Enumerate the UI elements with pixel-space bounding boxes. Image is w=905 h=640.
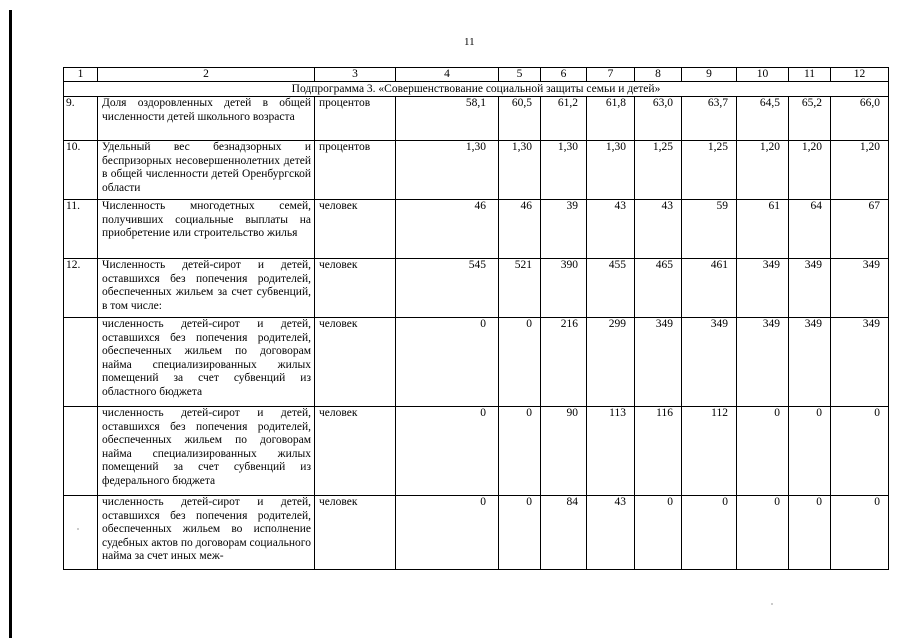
value-cell: 461: [682, 259, 737, 318]
value-cell: 58,1: [396, 97, 499, 141]
indicators-table: [63, 67, 889, 570]
column-number: 12: [831, 68, 889, 82]
value-cell: 349: [831, 259, 889, 318]
value-cell: 0: [396, 496, 499, 570]
value-cell: 349: [831, 318, 889, 407]
value-cell: 66,0: [831, 97, 889, 141]
value-cell: 1,30: [541, 141, 587, 200]
value-cell: 64,5: [737, 97, 789, 141]
value-cell: 46: [499, 200, 541, 259]
column-number: 9: [682, 68, 737, 82]
value-cell: 0: [396, 407, 499, 496]
value-cell: 61,8: [587, 97, 635, 141]
value-cell: 65,2: [789, 97, 831, 141]
row-number: [64, 318, 98, 407]
column-number: 1: [64, 68, 98, 82]
page-number: 11: [464, 36, 475, 48]
value-cell: 455: [587, 259, 635, 318]
value-cell: 0: [682, 496, 737, 570]
unit-cell: человек: [315, 496, 396, 570]
value-cell: 1,30: [396, 141, 499, 200]
value-cell: 349: [682, 318, 737, 407]
row-number: [64, 407, 98, 496]
value-cell: 1,20: [831, 141, 889, 200]
value-cell: 0: [737, 496, 789, 570]
page-binding-edge: [9, 10, 12, 638]
value-cell: 0: [789, 496, 831, 570]
value-cell: 349: [635, 318, 682, 407]
unit-cell: процентов: [315, 97, 396, 141]
unit-cell: человек: [315, 407, 396, 496]
unit-cell: человек: [315, 318, 396, 407]
subprogram-row: [64, 82, 889, 97]
value-cell: 1,20: [789, 141, 831, 200]
value-cell: 90: [541, 407, 587, 496]
row-number: 9.: [64, 97, 98, 141]
value-cell: 349: [789, 259, 831, 318]
value-cell: 60,5: [499, 97, 541, 141]
table-row: [64, 141, 889, 200]
value-cell: 545: [396, 259, 499, 318]
value-cell: 63,0: [635, 97, 682, 141]
value-cell: 1,20: [737, 141, 789, 200]
value-cell: 61: [737, 200, 789, 259]
value-cell: 521: [499, 259, 541, 318]
indicator-name: Численность детей-сирот и детей, оставшихся без попечения родителей, обеспеченных жильем за счет субвенций, в том числе:: [98, 259, 315, 318]
value-cell: 349: [789, 318, 831, 407]
value-cell: 1,30: [587, 141, 635, 200]
value-cell: 349: [737, 318, 789, 407]
indicator-name: численность детей-сирот и детей, оставшихся без попечения родителей, обеспеченных жильем во исполнение судебных актов по договорам социального найма за счет иных меж-: [98, 496, 315, 570]
value-cell: 43: [635, 200, 682, 259]
subprogram-title: Подпрограмма 3. «Совершенствование социальной защиты семьи и детей»: [64, 82, 889, 97]
value-cell: 0: [499, 496, 541, 570]
row-number: 12.: [64, 259, 98, 318]
value-cell: 84: [541, 496, 587, 570]
unit-cell: процентов: [315, 141, 396, 200]
table-row: [64, 200, 889, 259]
unit-cell: человек: [315, 200, 396, 259]
value-cell: 390: [541, 259, 587, 318]
value-cell: 1,30: [499, 141, 541, 200]
value-cell: 0: [831, 407, 889, 496]
indicator-name: Доля оздоровленных детей в общей численности детей школьного возраста: [98, 97, 315, 141]
value-cell: 1,25: [635, 141, 682, 200]
table-row: [64, 318, 889, 407]
table-row: [64, 259, 889, 318]
value-cell: 67: [831, 200, 889, 259]
column-number: 2: [98, 68, 315, 82]
table-row: [64, 97, 889, 141]
column-number-row: [64, 68, 889, 82]
row-number: [64, 496, 98, 570]
table-row: [64, 407, 889, 496]
value-cell: 0: [635, 496, 682, 570]
column-number: 10: [737, 68, 789, 82]
value-cell: 299: [587, 318, 635, 407]
value-cell: 0: [396, 318, 499, 407]
indicator-name: численность детей-сирот и детей, оставшихся без попечения родителей, обеспеченных жильем по договорам найма специализированных жилых помещений за счет субвенций из областного бюджета: [98, 318, 315, 407]
value-cell: 46: [396, 200, 499, 259]
value-cell: 112: [682, 407, 737, 496]
value-cell: 39: [541, 200, 587, 259]
unit-cell: человек: [315, 259, 396, 318]
value-cell: 0: [789, 407, 831, 496]
indicator-name: Удельный вес безнадзорных и беспризорных несовершеннолетних детей в общей численности детей Оренбургской области: [98, 141, 315, 200]
column-number: 5: [499, 68, 541, 82]
scan-speck: [77, 528, 79, 530]
value-cell: 59: [682, 200, 737, 259]
value-cell: 64: [789, 200, 831, 259]
value-cell: 113: [587, 407, 635, 496]
row-number: 10.: [64, 141, 98, 200]
value-cell: 0: [737, 407, 789, 496]
table-row: [64, 496, 889, 570]
indicator-name: численность детей-сирот и детей, оставшихся без попечения родителей, обеспеченных жильем по договорам найма специализированных жилых помещений за счет субвенций из федерального бюджета: [98, 407, 315, 496]
column-number: 11: [789, 68, 831, 82]
column-number: 6: [541, 68, 587, 82]
value-cell: 43: [587, 496, 635, 570]
value-cell: 0: [831, 496, 889, 570]
column-number: 7: [587, 68, 635, 82]
value-cell: 61,2: [541, 97, 587, 141]
value-cell: 63,7: [682, 97, 737, 141]
column-number: 3: [315, 68, 396, 82]
value-cell: 465: [635, 259, 682, 318]
row-number: 11.: [64, 200, 98, 259]
value-cell: 0: [499, 318, 541, 407]
value-cell: 0: [499, 407, 541, 496]
value-cell: 1,25: [682, 141, 737, 200]
value-cell: 43: [587, 200, 635, 259]
value-cell: 116: [635, 407, 682, 496]
indicator-name: Численность многодетных семей, получивших социальные выплаты на приобретение или строительство жилья: [98, 200, 315, 259]
scan-speck: [771, 603, 773, 605]
value-cell: 349: [737, 259, 789, 318]
column-number: 8: [635, 68, 682, 82]
column-number: 4: [396, 68, 499, 82]
value-cell: 216: [541, 318, 587, 407]
